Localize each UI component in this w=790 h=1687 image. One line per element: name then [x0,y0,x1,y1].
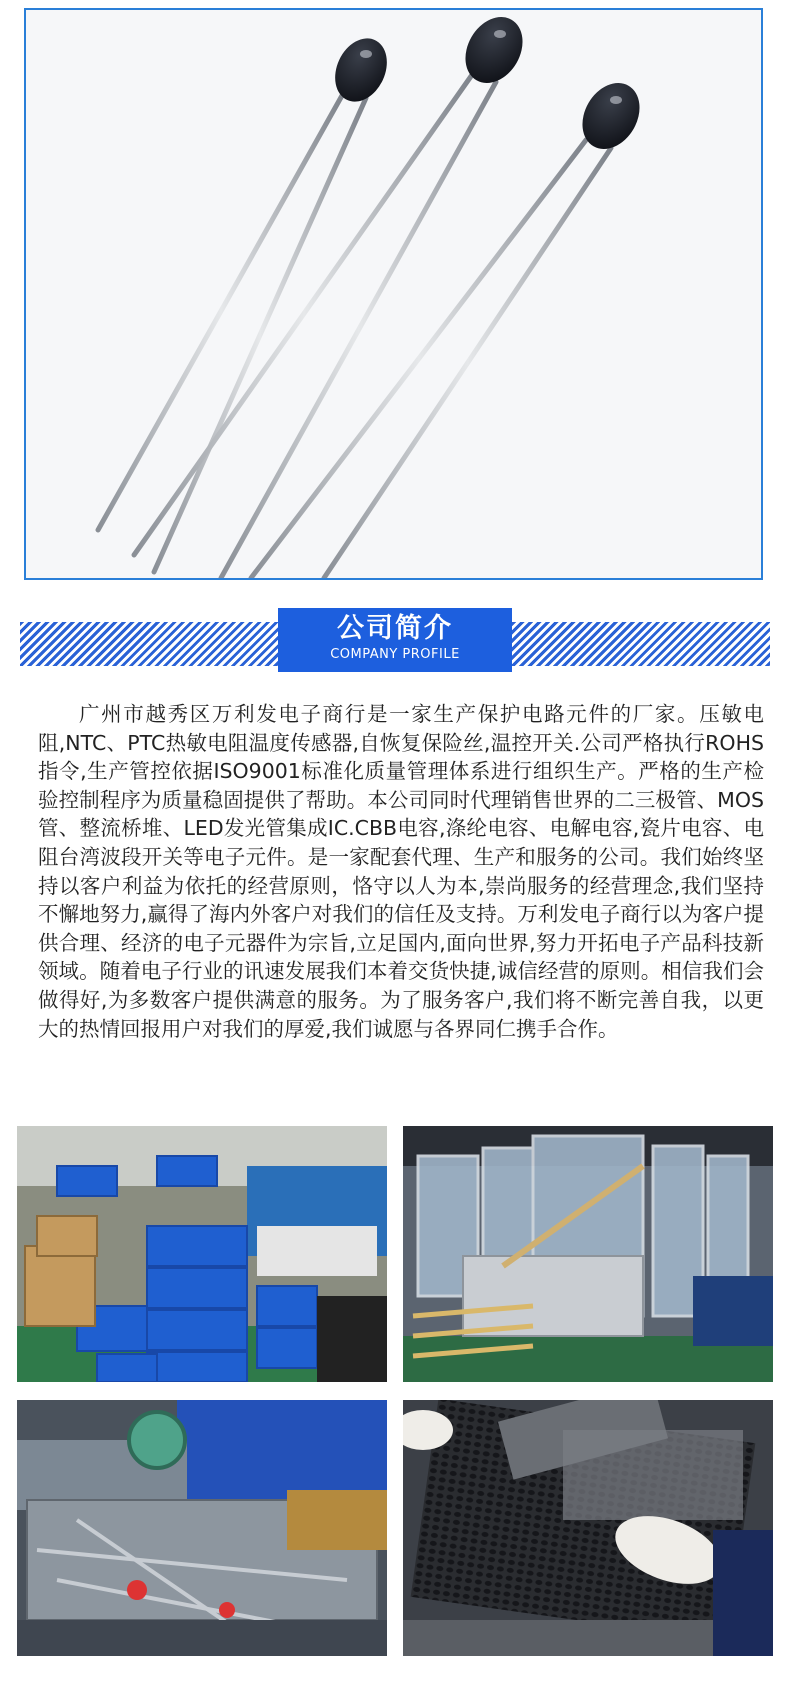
header-stripe-right [512,622,770,666]
header-box [278,608,512,672]
factory-photo-machinery [17,1400,387,1656]
factory-photo-production-line [403,1126,773,1382]
section-subtitle: COMPANY PROFILE [330,647,460,662]
section-title: 公司简介 [337,613,453,644]
factory-photo-sorting [403,1400,773,1656]
header-stripe-left [20,622,278,666]
section-header [20,608,770,672]
product-image [24,8,763,580]
factory-photo-warehouse [17,1126,387,1382]
company-intro-text: 广州市越秀区万利发电子商行是一家生产保护电路元件的厂家。压敏电阻,NTC、PTC热敏电阻温度传感器,自恢复保险丝,温控开关.公司严格执行ROHS指令,生产管控依据ISO9001标准化质量管理体系进行组织生产。严格的生产检验控制程序为质量稳固提供了帮助。本公司同时代理销售世界的二三极管、MOS管、整流桥堆、LED发光管集成IC.CBB电容,涤纶电容、电解电容,瓷片电容、电阻台湾波段开关等电子元件。是一家配套代理、生产和服务的公司。我们始终坚持以客户利益为依托的经营原则，恪守以人为本,崇尚服务的经营理念,我们坚持不懈地努力,赢得了海内外客户对我们的信任及支持。万利发电子商行以为客户提供合理、经济的电子元器件为宗旨,立足国内,面向世界,努力开拓电子产品科技新领域。随着电子行业的讯速发展我们本着交货快捷,诚信经营的原则。相信我们会做得好,为多数客户提供满意的服务。为了服务客户,我们将不断完善自我，以更大的热情回报用户对我们的厚爱,我们诚愿与各界同仁携手合作。 [38,702,764,1041]
